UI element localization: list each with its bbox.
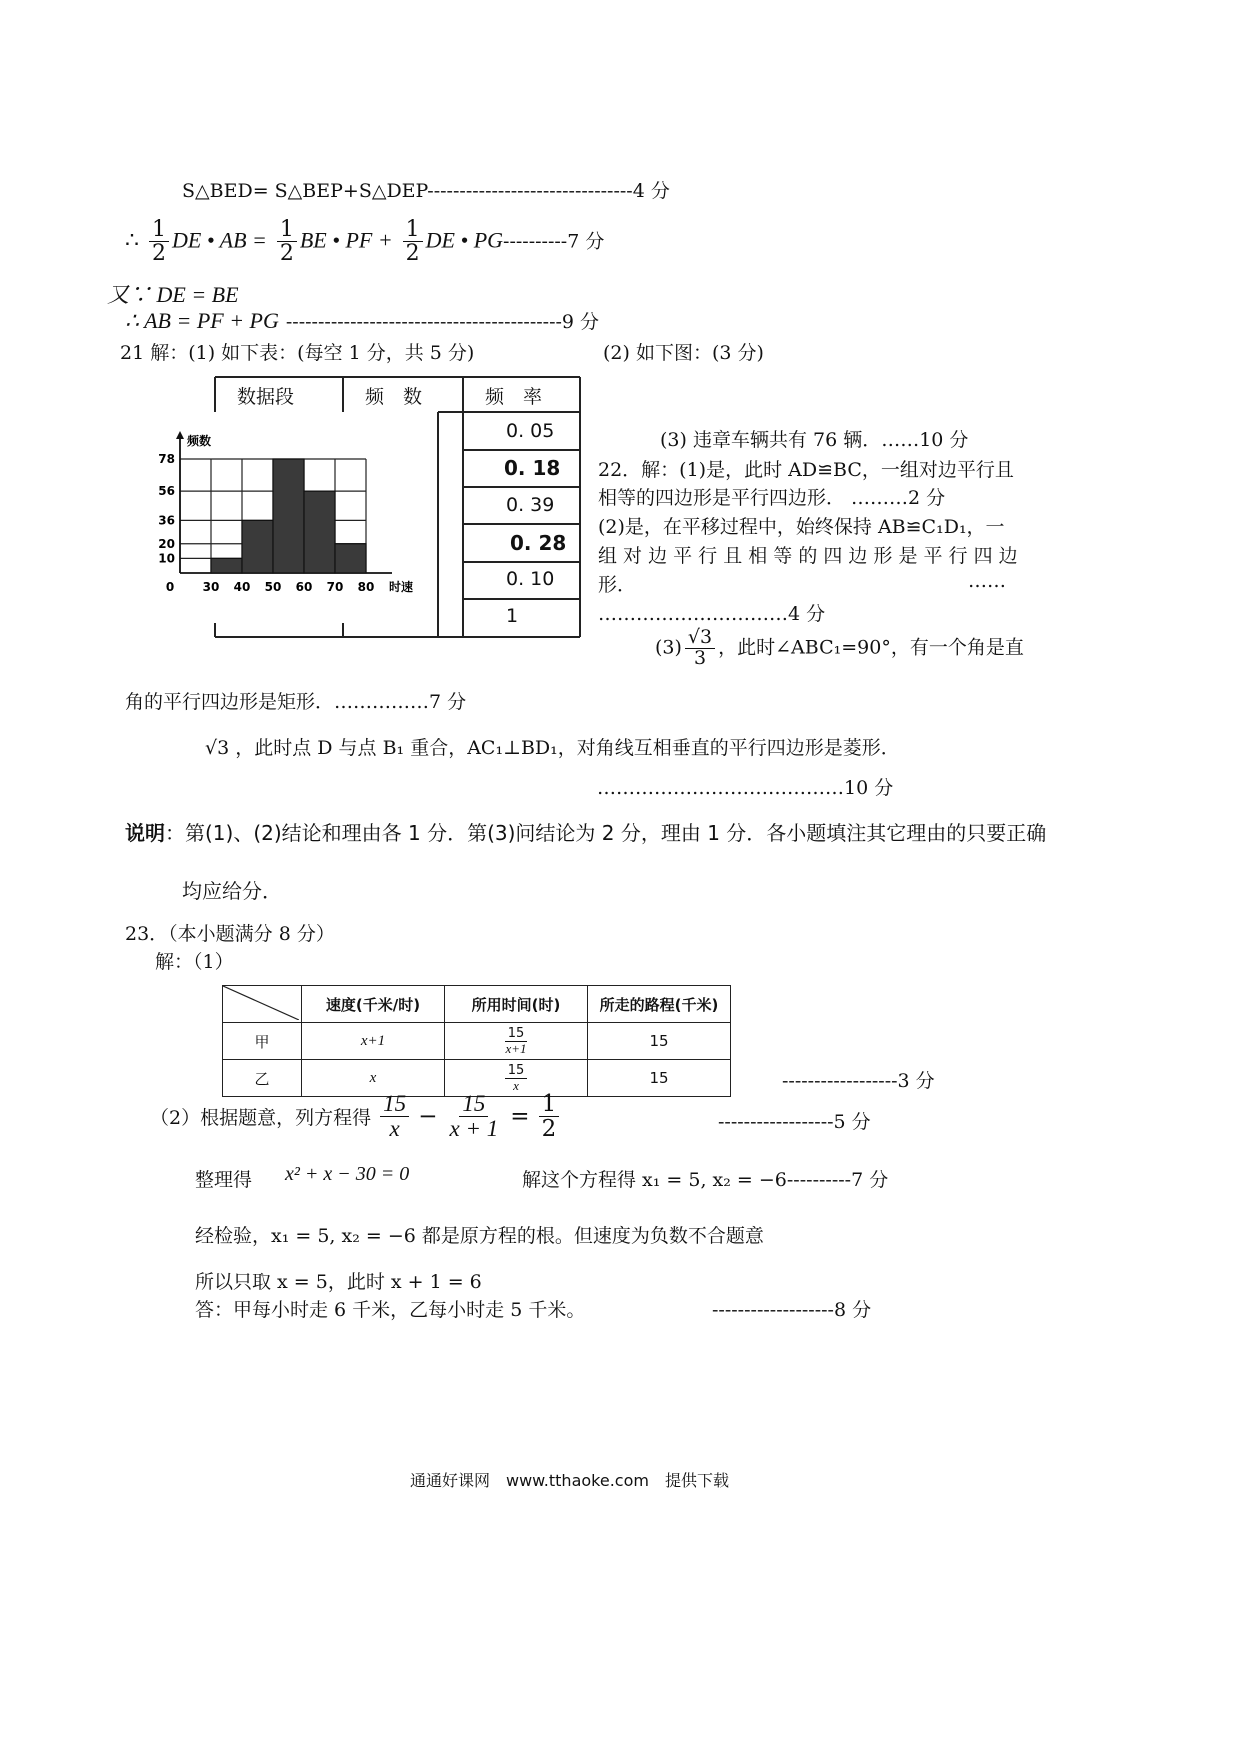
table-header-segment: 数据段 — [237, 386, 295, 408]
q22-line: 相等的四边形是平行四边形． ………2 分 — [598, 487, 946, 509]
q21-part3: (3) 违章车辆共有 76 辆．……10 分 — [660, 429, 969, 451]
x-axis-label: 时速 — [389, 580, 414, 594]
freq-cell: 0. 10 — [506, 568, 555, 590]
histogram-bar — [242, 520, 273, 573]
freq-cell: 0. 05 — [506, 420, 555, 442]
equation-term: BE • PF + — [299, 227, 393, 253]
histogram-bar — [304, 491, 335, 573]
equation-term: DE • AB = — [172, 227, 267, 253]
q23-header: 23．（本小题满分 8 分） — [125, 923, 335, 945]
x-tick-label: 60 — [295, 580, 313, 594]
proof-conclusion-line: ∴ AB = PF + PG -------------------------------------------9 分 — [125, 308, 600, 333]
y-axis-label: 频数 — [187, 434, 212, 448]
fraction: $\frac{1}{2}$ — [149, 218, 169, 265]
q22-line: 22．解：(1)是，此时 AD≌BC，一组对边平行且 — [598, 459, 1014, 481]
freq-cell: 1 — [506, 605, 519, 627]
q23-table — [222, 985, 731, 1097]
q23-check: 经检验，x₁ = 5, x₂ = −6 都是原方程的根。但速度为负数不合题意 — [195, 1225, 764, 1247]
q23-organize: 整理得 — [195, 1169, 253, 1191]
note-label: 说明 — [125, 821, 165, 845]
histogram-bar — [273, 459, 304, 573]
x-tick-label: 30 — [202, 580, 220, 594]
y-tick-label: 10 — [158, 551, 175, 566]
histogram-bar — [335, 544, 366, 573]
note-line: 说明：第(1)、(2)结论和理由各 1 分．第(3)问结论为 2 分，理由 1 分．各小题填注其它理由的只要正确 — [125, 821, 1047, 845]
q21-part2: (2) 如下图：(3 分) — [603, 342, 764, 364]
table-header-count: 频 数 — [365, 386, 423, 408]
diagonal-cell — [223, 986, 302, 1023]
fraction: $\frac{√3}{3}$ — [685, 628, 715, 669]
q22-line: 形． — [598, 574, 637, 596]
time-cell: $\frac{15}{x+1}$ — [445, 1023, 588, 1060]
y-tick-label: 56 — [158, 484, 175, 499]
dist-cell: 15 — [588, 1060, 731, 1097]
score-mark: ------------------5 分 — [718, 1111, 871, 1133]
q22-line: √3 ，此时点 D 与点 B₁ 重合，AC₁⊥BD₁，对角线互相垂直的平行四边形是菱形． — [205, 737, 900, 759]
row-name: 乙 — [223, 1060, 302, 1097]
proof-area-line: S△BED= S△BEP+S△DEP--------------------------------4 分 — [182, 180, 670, 202]
score-mark: -------------------8 分 — [712, 1299, 872, 1321]
q21-header: 21 解：(1) 如下表：(每空 1 分，共 5 分) — [120, 342, 475, 364]
histogram-bar — [211, 558, 242, 573]
equation-term: DE • PG — [425, 227, 504, 253]
y-tick-label: 78 — [158, 452, 175, 466]
proof-equation-line — [125, 218, 604, 265]
score-mark: ------------------3 分 — [782, 1070, 935, 1092]
row-name: 甲 — [223, 1023, 302, 1060]
q23-solve: 解这个方程得 x₁ = 5, x₂ = −6----------7 分 — [522, 1169, 889, 1191]
score-mark: ----------7 分 — [503, 230, 605, 253]
speed-cell: x — [302, 1060, 445, 1097]
fraction: $\frac{15}{x + 1}$ — [449, 1091, 499, 1142]
y-tick-label: 36 — [158, 513, 175, 528]
fraction: $\frac{15}{x}$ — [380, 1092, 409, 1141]
q23-sol: 解：（1） — [155, 951, 234, 973]
fraction: $\frac{1}{2}$ — [277, 218, 297, 265]
x-tick-label: 0 — [165, 580, 175, 594]
q22-line: 组 对 边 平 行 且 相 等 的 四 边 形 是 平 行 四 边 — [598, 545, 1018, 567]
q22-line: …………………………………10 分 — [597, 777, 894, 799]
y-tick-label: 20 — [158, 536, 175, 551]
freq-cell: 0. 18 — [504, 456, 561, 480]
x-tick-label: 80 — [357, 580, 375, 594]
col-header: 速度(千米/时) — [302, 986, 445, 1023]
q22-line: 角的平行四边形是矩形．……………7 分 — [125, 691, 467, 713]
q23-take: 所以只取 x = 5，此时 x + 1 = 6 — [195, 1271, 482, 1293]
q22-line: …………………………4 分 — [598, 603, 826, 625]
freq-cell: 0. 39 — [506, 494, 555, 516]
freq-cell: 0. 28 — [510, 531, 567, 555]
q22-line: (2)是，在平移过程中，始终保持 AB≌C₁D₁，一 — [598, 516, 1005, 538]
q23-answer: 答：甲每小时走 6 千米，乙每小时走 5 千米。 — [195, 1299, 586, 1321]
col-header: 所走的路程(千米) — [588, 986, 731, 1023]
dist-cell: 15 — [588, 1023, 731, 1060]
therefore-symbol: ∴ — [125, 228, 139, 254]
proof-given-line: 又∵ DE = BE — [107, 282, 239, 307]
q22-part3-line: (3) $\frac{√3}{3}$ ，此时∠ABC₁=90°，有一个角是直 — [655, 626, 1024, 669]
y-axis-arrow — [176, 431, 184, 439]
footer: 通通好课网 www.tthaoke.com 提供下载 — [410, 1471, 729, 1490]
x-tick-label: 70 — [326, 580, 344, 594]
note-line: 均应给分． — [182, 879, 282, 903]
q22-dots: …… — [968, 570, 1006, 592]
q23-organize-eq: x² + x − 30 = 0 — [285, 1163, 410, 1185]
col-header: 所用时间(时) — [445, 986, 588, 1023]
x-tick-label: 50 — [264, 580, 282, 594]
histogram-chart — [155, 425, 420, 605]
fraction: $\frac{1}{2}$ — [403, 218, 423, 265]
table-header-rate: 频 率 — [485, 386, 543, 408]
speed-cell: x+1 — [302, 1023, 445, 1060]
q23-equation-line: （2）根据题意，列方程得 $\frac{15}{x}$ − $\frac{15}{x + 1}$ = $\frac{1}{2}$ — [150, 1092, 562, 1141]
time-cell: $\frac{15}{x}$ — [445, 1060, 588, 1097]
x-tick-label: 40 — [233, 580, 251, 594]
fraction: $\frac{1}{2}$ — [539, 1092, 560, 1141]
